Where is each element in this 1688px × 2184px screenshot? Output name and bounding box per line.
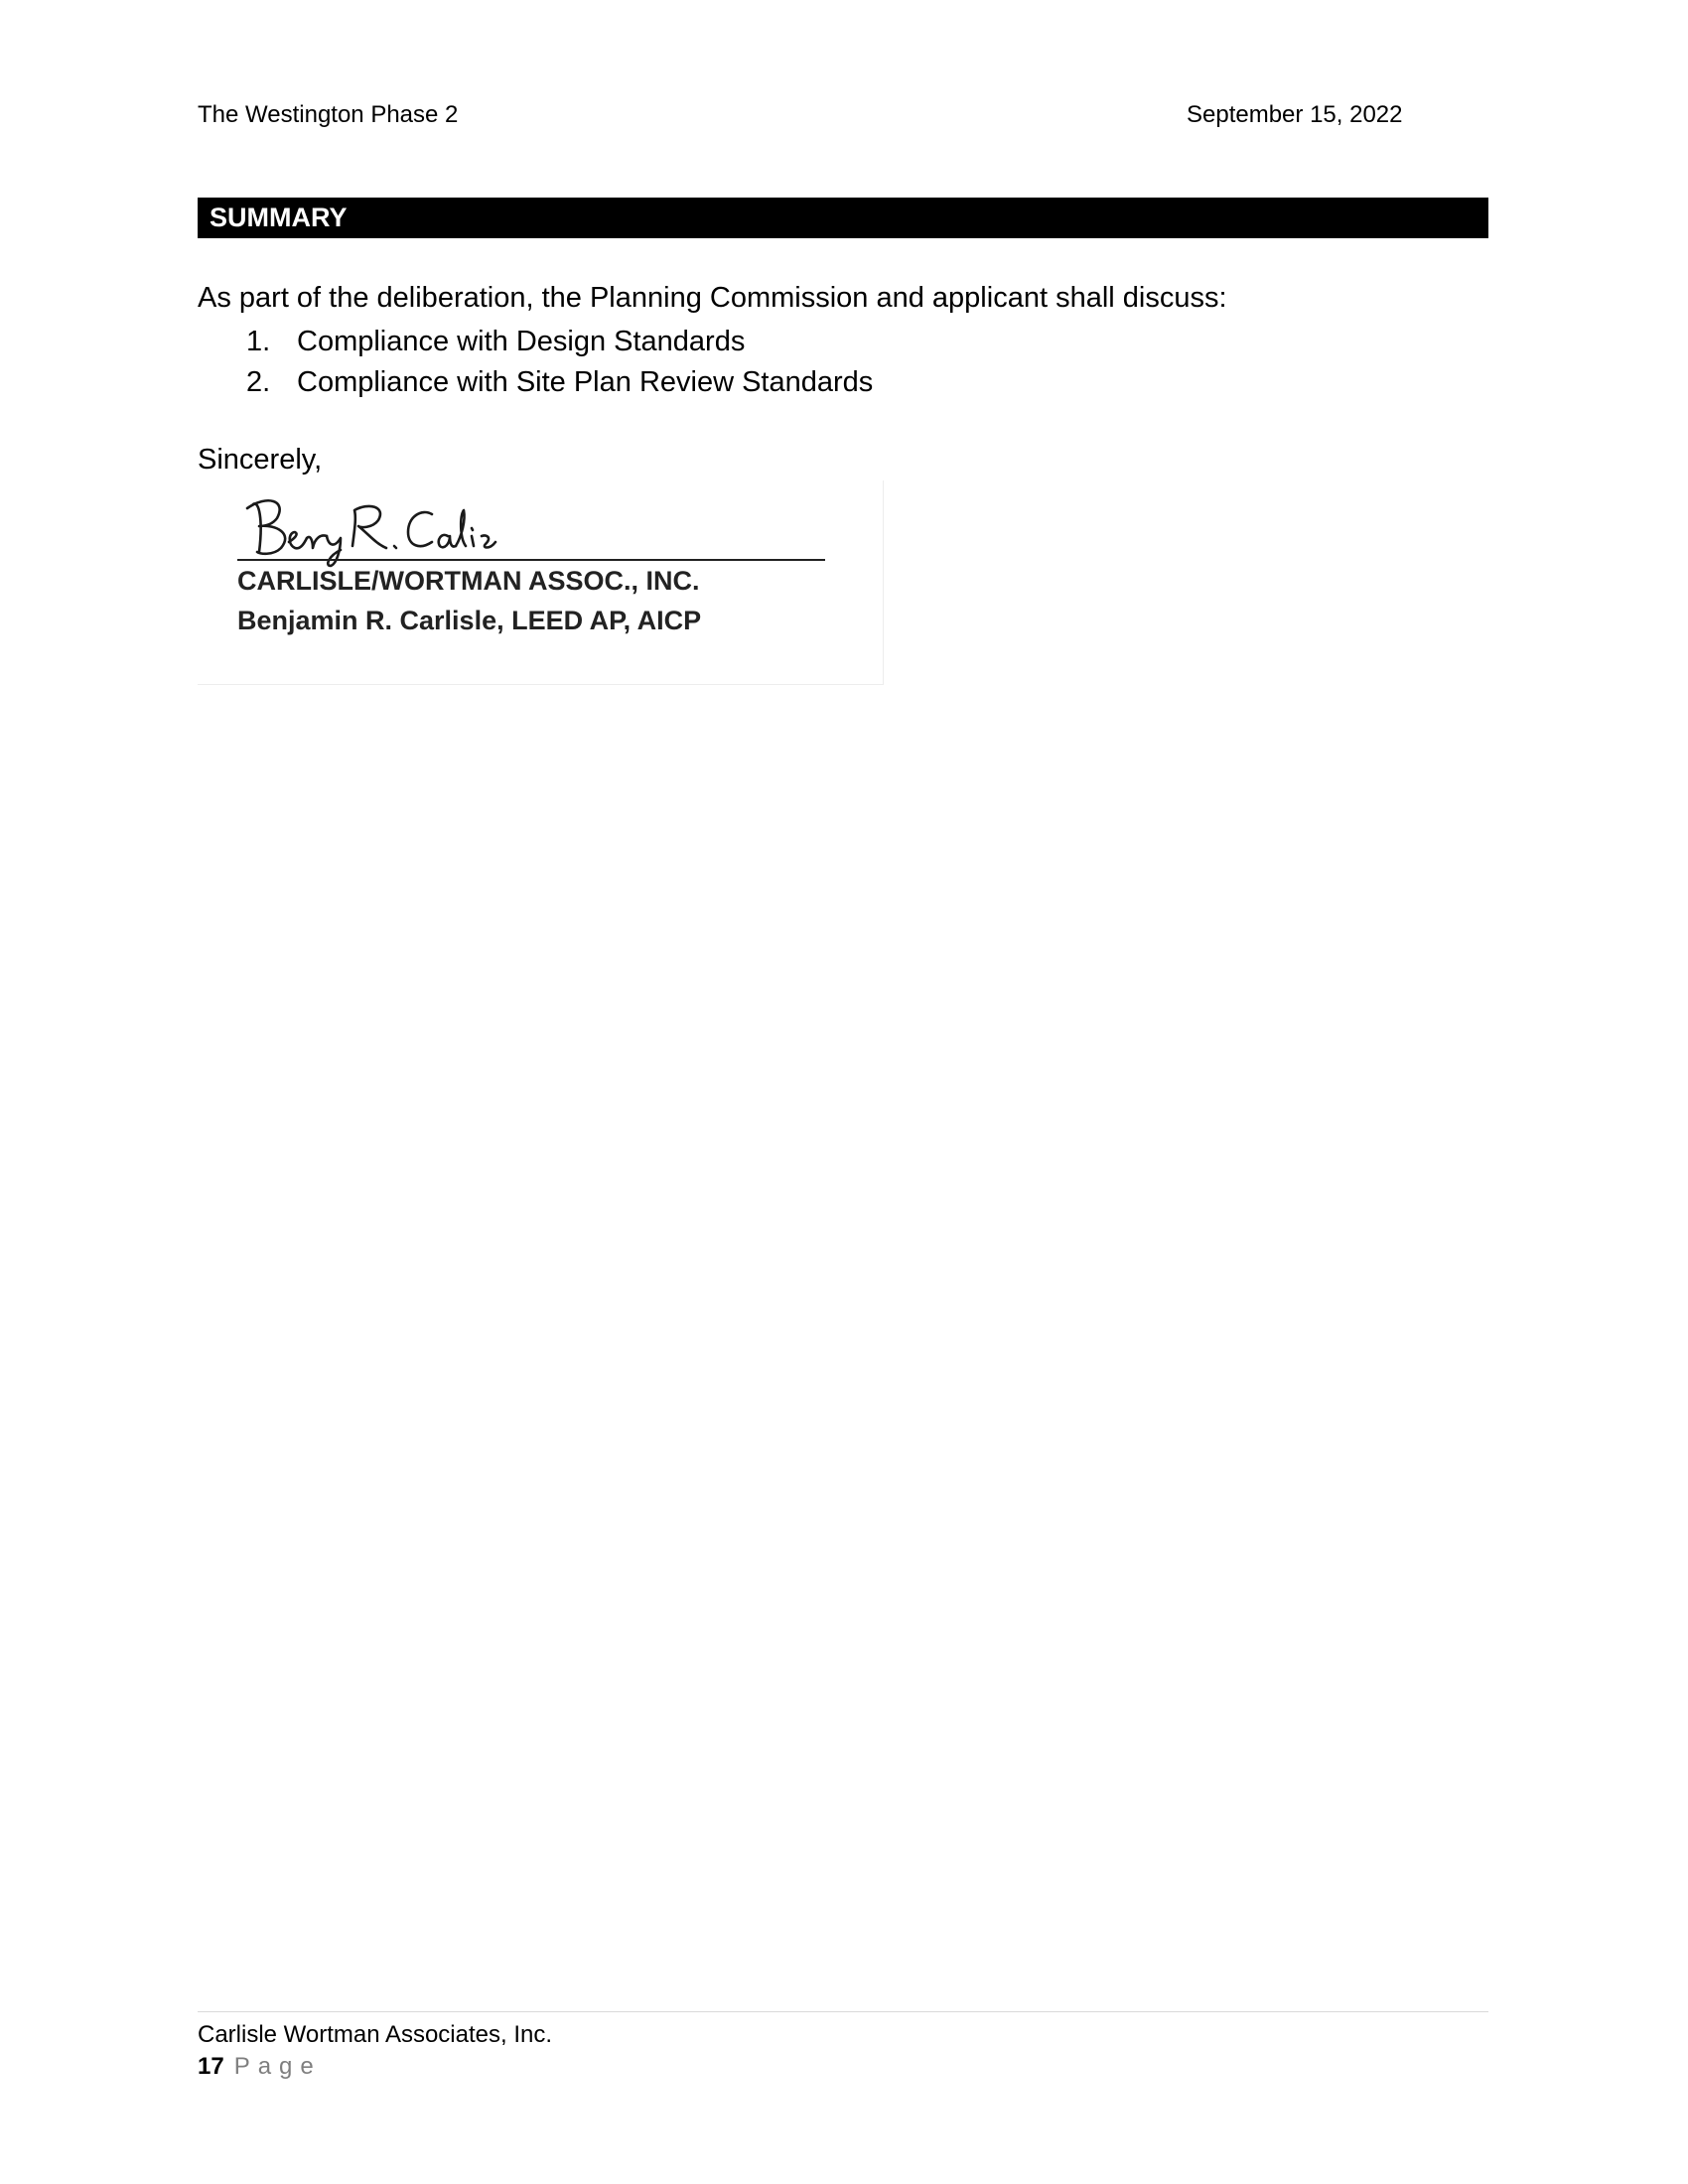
page-label: Page: [233, 2053, 322, 2080]
list-item-number: 2.: [246, 366, 271, 398]
list-item: [246, 324, 873, 364]
signature-line: [237, 559, 825, 561]
header-date: September 15, 2022: [1187, 101, 1403, 128]
page-number: 17: [198, 2053, 224, 2080]
intro-paragraph: As part of the deliberation, the Planning Commission and applicant shall discuss:: [198, 282, 1227, 314]
list-item-text: Compliance with Design Standards: [297, 326, 746, 357]
footer-divider: [198, 2011, 1488, 2012]
signatory-firm: CARLISLE/WORTMAN ASSOC., INC.: [237, 566, 700, 596]
list-item-text: Compliance with Site Plan Review Standards: [297, 366, 874, 398]
closing-salutation: Sincerely,: [198, 444, 323, 476]
list-item: [246, 364, 873, 405]
signatory-name: Benjamin R. Carlisle, LEED AP, AICP: [237, 606, 702, 635]
header-project-title: The Westington Phase 2: [198, 101, 459, 128]
section-heading-summary: SUMMARY: [198, 198, 1488, 238]
footer-page-indicator: [198, 2053, 322, 2081]
signature-block: [198, 480, 884, 685]
discussion-list: [246, 324, 873, 405]
list-item-number: 1.: [246, 326, 271, 357]
handwritten-signature: [237, 490, 535, 570]
footer-company-name: Carlisle Wortman Associates, Inc.: [198, 2021, 553, 2048]
